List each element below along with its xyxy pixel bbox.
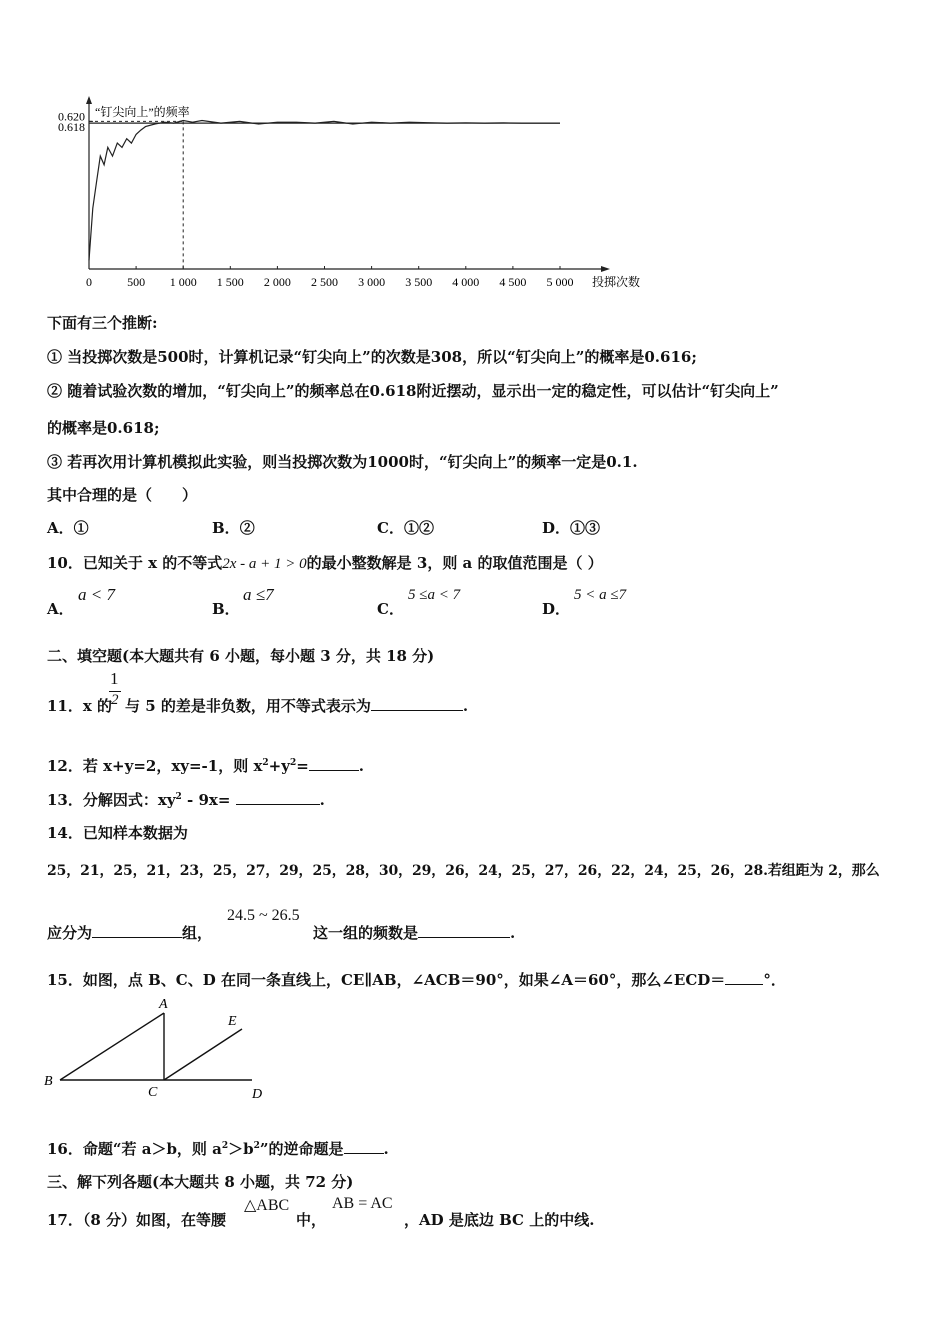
- q9-statement-3: ③ 若再次用计算机模拟此实验，则当投掷次数为1000时，“钉尖向上”的频率一定是0.1.: [47, 453, 638, 471]
- q10-option-a-key[interactable]: A．: [47, 600, 74, 618]
- segment-ce: [164, 1029, 242, 1080]
- q10-option-c-key[interactable]: C．: [377, 600, 404, 618]
- y-tick-label: 0.618: [58, 120, 85, 135]
- q12-answer-blank[interactable]: [309, 756, 359, 771]
- x-axis-arrow: [601, 266, 610, 272]
- q10-option-b-key[interactable]: B．: [212, 600, 240, 618]
- q10-inequality: 2x - a + 1 > 0: [222, 556, 307, 572]
- frequency-chart: [40, 96, 660, 296]
- q9-intro: 下面有三个推断:: [47, 314, 158, 332]
- section-2-heading: 二、填空题(本大题共有 6 小题，每小题 3 分，共 18 分): [47, 647, 435, 665]
- q15-answer-blank[interactable]: [725, 970, 763, 985]
- q10-option-d-key[interactable]: D．: [542, 600, 571, 618]
- x-tick-label: 3 500: [405, 275, 433, 289]
- q10-option-a-value: a < 7: [78, 585, 115, 604]
- label-e: E: [228, 1014, 237, 1029]
- segment-ba: [60, 1013, 164, 1080]
- option-key: D．: [542, 519, 571, 537]
- option-value: ①③: [570, 519, 601, 537]
- option-value: ②: [239, 519, 255, 537]
- x-tick-label: 3 000: [358, 275, 386, 289]
- x-tick-label: 4 500: [499, 275, 527, 289]
- y-tick-label: 0.620: [58, 109, 85, 124]
- x-tick-label: 0: [86, 275, 92, 289]
- q17-triangle: △ABC: [244, 1197, 290, 1214]
- x-axis-label: 投掷次数: [592, 275, 641, 289]
- q13: 13．分解因式：$xy^2 - 9x=$ .: [47, 791, 325, 809]
- chart-title: “钉尖向上”的频率: [95, 105, 190, 119]
- q9-statement-1: ① 当投掷次数是500时，计算机记录“钉尖向上”的次数是308，所以“钉尖向上”的概率是0.616;: [47, 348, 697, 366]
- q10-pre: 10．已知关于 x 的不等式: [47, 554, 223, 572]
- q15-stem: 15．如图，点 B、C、D 在同一条直线上，CE∥AB，∠ACB＝90°，如果∠A＝60°，那么∠ECD＝ °．: [47, 971, 786, 989]
- q10-option-c-value: 5 ≤a < 7: [408, 587, 461, 603]
- q10-post: 的最小整数解是 3，则 a 的取值范围是（ ）: [306, 554, 603, 572]
- x-tick-label: 4 000: [452, 275, 480, 289]
- q16-answer-blank[interactable]: [344, 1139, 384, 1154]
- q9-statement-2-cont: 的概率是0.618;: [47, 419, 160, 437]
- q14-line3-end: 这一组的频数是 .: [313, 924, 516, 942]
- q11-pre: 11．x 的: [47, 697, 113, 715]
- q17-pre: 17．（8 分）如图，在等腰: [47, 1211, 227, 1229]
- q11-fraction-numerator: 1: [110, 669, 119, 688]
- section-3-heading: 三、解下列各题(本大题共 8 小题，共 72 分): [47, 1173, 354, 1191]
- x-tick-label: 1 000: [169, 275, 197, 289]
- option-key: A．: [47, 519, 74, 537]
- label-b: B: [44, 1074, 53, 1089]
- q13-answer-blank[interactable]: [236, 790, 320, 805]
- x-tick-label: 2 500: [311, 275, 338, 289]
- q9-statement-2: ② 随着试验次数的增加，“钉尖向上”的频率总在0.618附近摆动，显示出一定的稳定性，可以估计“钉尖向上”: [47, 382, 779, 400]
- q14-groups-blank[interactable]: [92, 923, 182, 938]
- label-d: D: [252, 1087, 263, 1102]
- x-tick-label: 500: [127, 275, 146, 289]
- q14-range: 24.5 ~ 26.5: [227, 907, 300, 924]
- option-value: ①②: [403, 519, 434, 537]
- q9-option-d[interactable]: [542, 517, 600, 538]
- q10-option-b-value: a ≤7: [243, 585, 274, 604]
- option-value: ①: [73, 519, 89, 537]
- x-tick-label: 5 000: [546, 275, 574, 289]
- frequency-series-line: [89, 121, 560, 261]
- q17-mid: 中，: [296, 1211, 327, 1229]
- y-axis-arrow: [86, 96, 92, 104]
- option-key: B．: [212, 519, 240, 537]
- q10-stem: [47, 552, 603, 573]
- q9-option-c[interactable]: [377, 517, 434, 538]
- q9-option-a[interactable]: [47, 517, 89, 538]
- q9-option-b[interactable]: [212, 517, 255, 538]
- q16: 16．命题“若 a＞b，则 $a^2>b^2$”的逆命题是 .: [47, 1140, 389, 1158]
- q15-geometry-figure: [40, 995, 280, 1105]
- label-c: C: [148, 1085, 158, 1100]
- q14-frequency-blank[interactable]: [418, 923, 510, 938]
- q9-question: 其中合理的是（ ）: [47, 486, 198, 504]
- q14-data: 25，21，25，21，23，25，27，29，25，28，30，29，26，24，25，27，26，22，24，25，26，28.若组距为 2，那么: [47, 863, 880, 879]
- q14-stem: 14．已知样本数据为: [47, 824, 188, 842]
- q14-line3: 应分为 组，: [47, 924, 213, 942]
- x-tick-label: 1 500: [216, 275, 244, 289]
- q11-answer-blank[interactable]: [371, 696, 463, 711]
- q10-option-d-value: 5 < a ≤7: [574, 587, 627, 603]
- q12: 12．若 x+y=2，xy=-1，则 $x^2+y^2=$ .: [47, 757, 365, 775]
- label-a: A: [159, 997, 168, 1012]
- q11-post: 与 5 的差是非负数，用不等式表示为 .: [125, 697, 469, 715]
- x-tick-label: 2 000: [263, 275, 291, 289]
- q11-fraction-denominator: 2: [111, 692, 119, 708]
- q17-equality: AB = AC: [332, 1195, 393, 1212]
- option-key: C．: [377, 519, 404, 537]
- q17-post: ，AD 是底边 BC 上的中线.: [404, 1211, 595, 1229]
